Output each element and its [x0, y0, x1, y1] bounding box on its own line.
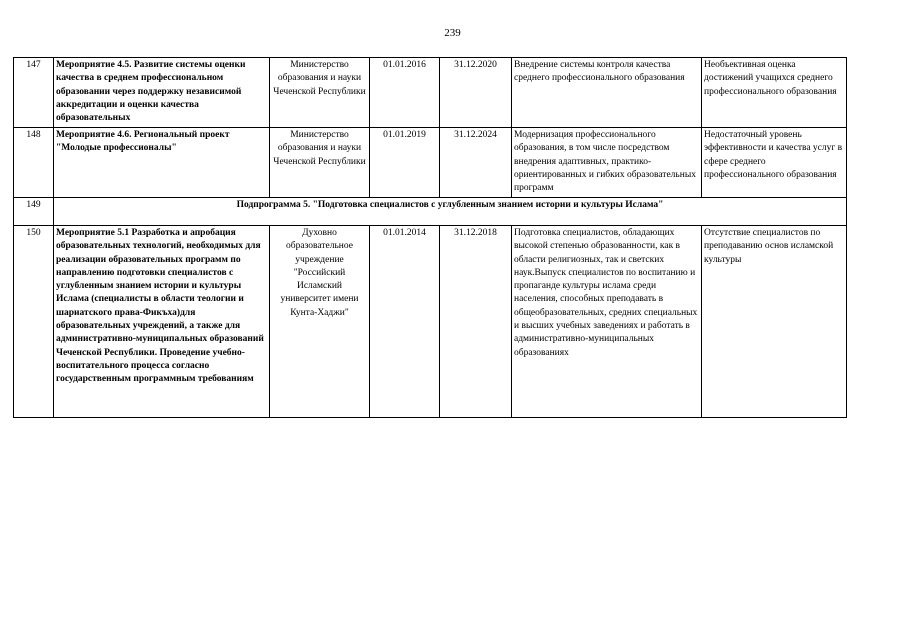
- executor: Министерство образования и науки Чеченской Республики: [270, 58, 370, 128]
- page-number: 239: [444, 27, 461, 39]
- start-date: 01.01.2014: [370, 226, 440, 418]
- risk-consequence: Недостаточный уровень эффективности и качества услуг в сфере среднего профессионального образования: [702, 128, 847, 198]
- row-number: 150: [14, 226, 54, 418]
- end-date: 31.12.2024: [440, 128, 512, 198]
- table-row: [14, 128, 847, 198]
- table-row: [14, 58, 847, 128]
- risk-consequence: Отсутствие специалистов по преподаванию основ исламской культуры: [702, 226, 847, 418]
- measure-title: Мероприятие 4.6. Региональный проект "Молодые профессионалы": [54, 128, 270, 198]
- risk-consequence: Необъективная оценка достижений учащихся среднего профессионального образования: [702, 58, 847, 128]
- start-date: 01.01.2019: [370, 128, 440, 198]
- end-date: 31.12.2018: [440, 226, 512, 418]
- end-date: 31.12.2020: [440, 58, 512, 128]
- row-number: 148: [14, 128, 54, 198]
- expected-result: Модернизация профессионального образования, в том числе посредством внедрения адаптивных, практико-ориентированных и гибких образовательных программ: [512, 128, 702, 198]
- measure-title: Мероприятие 5.1 Разработка и апробация образовательных технологий, необходимых для реализации образовательных программ по направлению подготовки специалистов с углубленным знанием истории и культуры Ислама (специалисты в области теологии и шариатского права-Фикъха)для образовательных учреждений, а также для административно-муниципальных образований Чеченской Республики. Проведение учебно-воспитательного процесса согласно государственным программным требованиям: [54, 226, 270, 418]
- measures-table: [13, 57, 847, 418]
- expected-result: Внедрение системы контроля качества среднего профессионального образования: [512, 58, 702, 128]
- row-number: 149: [14, 198, 54, 226]
- executor: Духовно образовательное учреждение "Российский Исламский университет имени Кунта-Хаджи": [270, 226, 370, 418]
- expected-result: Подготовка специалистов, обладающих высокой степенью образованности, как в области религиозных, так и светских наук.Выпуск специалистов по воспитанию и пропаганде культуры ислама среди населения, способных преподавать в общеобразовательных, средних специальных и высших учебных заведениях и работать в административно-муниципальных образованиях: [512, 226, 702, 418]
- measure-title: Мероприятие 4.5. Развитие системы оценки качества в среднем профессиональном образовании через поддержку независимой аккредитации и оценки качества образовательных: [54, 58, 270, 128]
- table-row: [14, 226, 847, 418]
- subprogram-heading: Подпрограмма 5. "Подготовка специалистов с углубленным знанием истории и культуры Ислама": [54, 198, 847, 226]
- executor: Министерство образования и науки Чеченской Республики: [270, 128, 370, 198]
- table-row: [14, 198, 847, 226]
- start-date: 01.01.2016: [370, 58, 440, 128]
- row-number: 147: [14, 58, 54, 128]
